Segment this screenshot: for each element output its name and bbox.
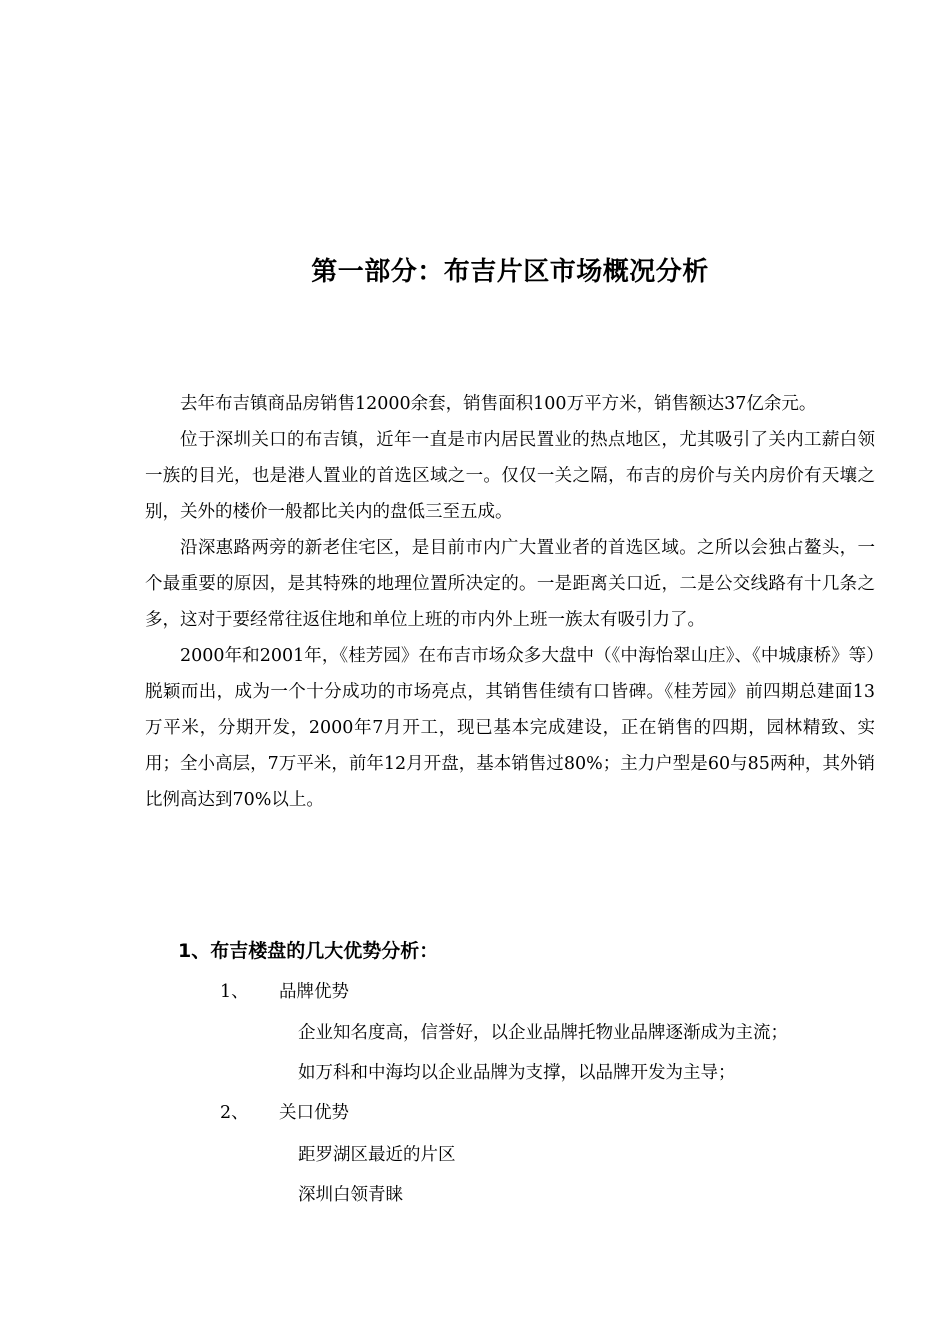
paragraph: 2000年和2001年，《桂芳园》在布吉市场众多大盘中（《中海怡翠山庄》、《中城康桥》等）脱颖而出，成为一个十分成功的市场亮点，其销售佳绩有口皆碑。《桂芳园》前四期总建面13万平米，分期开发，2000年7月开工，现已基本完成建设，正在销售的四期，园林精致、实用；全小高层，7万平米，前年12月开盘，基本销售过80%；主力户型是60与85两种，其外销比例高达到70%以上。	[145, 646, 875, 810]
paragraph: 去年布吉镇商品房销售12000余套，销售面积100万平方米，销售额达37亿余元。	[180, 394, 817, 414]
advantage-detail: 企业知名度高，信誉好，以企业品牌托物业品牌逐渐成为主流；	[298, 1023, 788, 1043]
advantage-name: 品牌优势	[279, 982, 349, 1002]
advantage-name: 关口优势	[279, 1103, 349, 1123]
paragraph: 位于深圳关口的布吉镇，近年一直是市内居民置业的热点地区，尤其吸引了关内工薪白领一族的目光，也是港人置业的首选区域之一。仅仅一关之隔，布吉的房价与关内房价有天壤之别，关外的楼价一般都比关内的盘低三至五成。	[145, 430, 875, 522]
advantage-detail: 距罗湖区最近的片区	[298, 1145, 456, 1165]
advantage-detail: 如万科和中海均以企业品牌为支撑，以品牌开发为主导；	[298, 1063, 736, 1083]
advantage-detail: 深圳白领青睐	[298, 1185, 403, 1205]
body-text	[145, 386, 875, 818]
advantage-number: 2、	[220, 1103, 249, 1123]
page-title: 第一部分：布吉片区市场概况分析	[311, 257, 709, 287]
advantage-number: 1、	[220, 982, 249, 1002]
paragraph: 沿深惠路两旁的新老住宅区，是目前市内广大置业者的首选区域。之所以会独占鳌头，一个最重要的原因，是其特殊的地理位置所决定的。一是距离关口近，二是公交线路有十几条之多，这对于要经常往返住地和单位上班的市内外上班一族太有吸引力了。	[145, 538, 875, 630]
section-heading: 1、布吉楼盘的几大优势分析：	[178, 940, 439, 962]
